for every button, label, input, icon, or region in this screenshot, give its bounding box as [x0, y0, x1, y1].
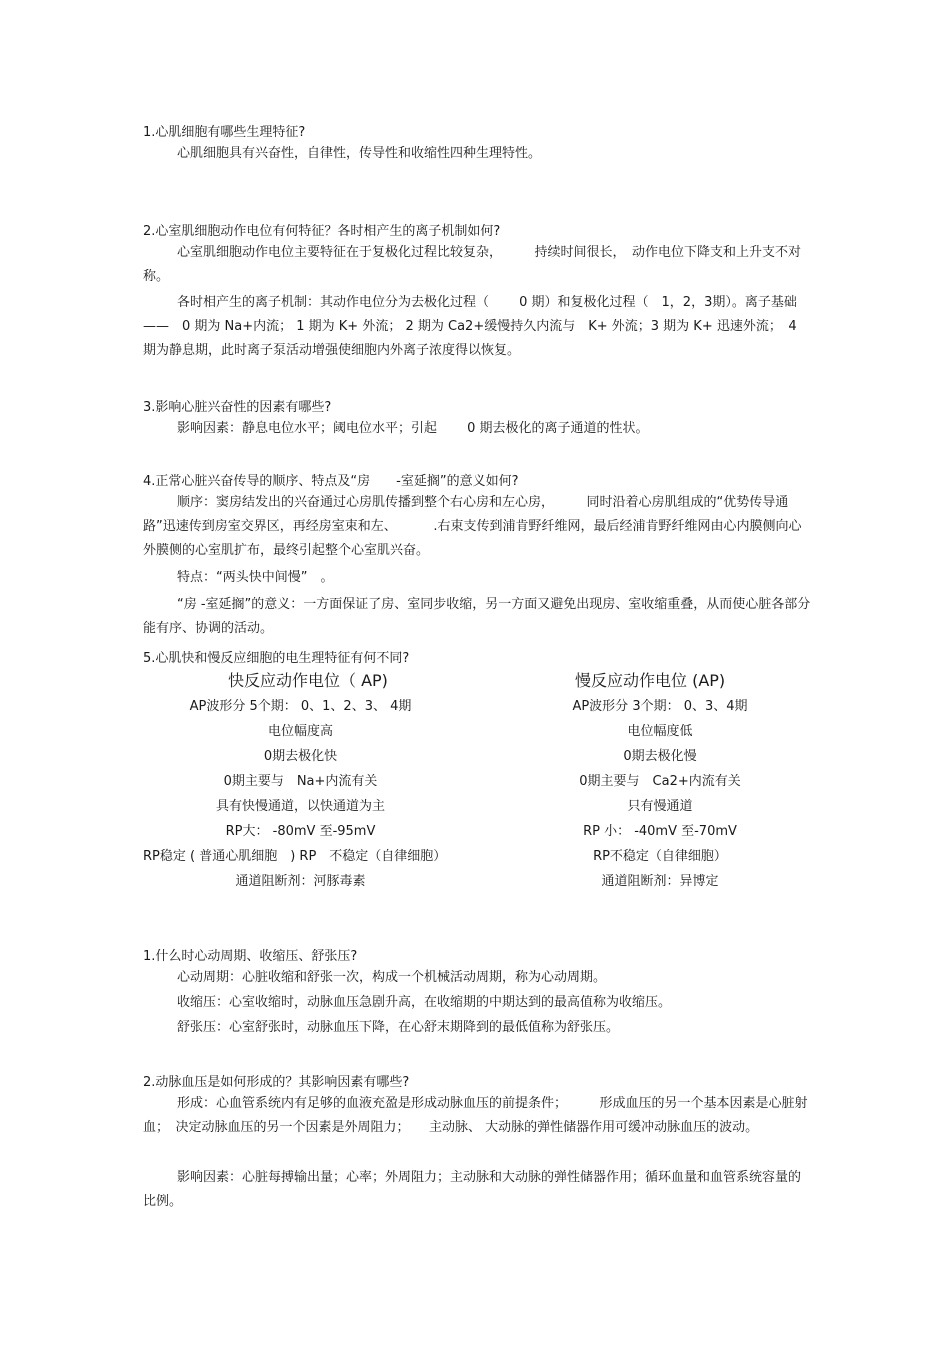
question-5: 5.心肌快和慢反应细胞的电生理特征有何不同?: [143, 651, 410, 666]
question-4: 4.正常心脏兴奋传导的顺序、特点及“房 -室延搁”的意义如何?: [143, 474, 519, 489]
answer-4-sequence: 顺序：窦房结发出的兴奋通过心房肌传播到整个右心房和左心房， 同时沿着心房肌组成的“优势传导通路”迅速传到房室交界区，再经房室束和左、 .右束支传到浦肯野纤维网，最后经浦肯野纤维网由心内膜侧向心外膜侧的心室肌扩布，最终引起整个心室肌兴奋。: [143, 495, 802, 558]
question-3: 3.影响心脏兴奋性的因素有哪些?: [143, 400, 332, 415]
slow-row: RP 小： -40mV 至-70mV: [583, 824, 737, 839]
slow-row: 只有慢通道: [627, 799, 693, 814]
slow-row: 0期去极化慢: [623, 749, 697, 764]
answer-3: 影响因素：静息电位水平；阈电位水平；引起 0 期去极化的离子通道的性状。: [177, 421, 649, 436]
slow-response-title: 慢反应动作电位 (AP): [575, 671, 726, 690]
fast-row: AP波形分 5个期： 0、1、2、3、 4期: [189, 699, 412, 714]
answer-1: 心肌细胞具有兴奋性，自律性，传导性和收缩性四种生理特性。: [177, 146, 542, 161]
fast-row: 电位幅度高: [267, 724, 333, 739]
answer-2-features: 心室肌细胞动作电位主要特征在于复极化过程比较复杂， 持续时间很长， 动作电位下降支和上升支不对称。: [143, 245, 802, 284]
slow-row: 电位幅度低: [627, 724, 693, 739]
question-2-2: 2.动脉血压是如何形成的？其影响因素有哪些?: [143, 1075, 410, 1090]
fast-row: 通道阻断剂：河豚毒素: [235, 874, 366, 889]
question-2-1: 1.什么时心动周期、收缩压、舒张压?: [143, 949, 358, 964]
answer-formation: 形成：心血管系统内有足够的血液充盈是形成动脉血压的前提条件； 形成血压的另一个基本因素是心脏射血； 决定动脉血压的另一个因素是外周阻力； 主动脉、 大动脉的弹性储器作用可缓冲动脉血压的波动。: [143, 1096, 808, 1135]
fast-response-title: 快反应动作电位（ AP): [228, 671, 388, 690]
answer-diastolic: 舒张压：心室舒张时，动脉血压下降，在心舒末期降到的最低值称为舒张压。: [177, 1020, 620, 1035]
question-2: 2.心室肌细胞动作电位有何特征？各时相产生的离子机制如何?: [143, 224, 501, 239]
answer-4-characteristic: 特点：“两头快中间慢” 。: [177, 570, 334, 585]
slow-row: AP波形分 3个期： 0、3、4期: [572, 699, 748, 714]
slow-row: 0期主要与 Ca2+内流有关: [579, 774, 741, 789]
fast-row: 0期去极化快: [263, 749, 338, 764]
answer-factors: 影响因素：心脏每搏输出量；心率；外周阻力；主动脉和大动脉的弹性储器作用；循环血量和血管系统容量的比例。: [143, 1170, 802, 1209]
answer-4-significance: “房 -室延搁”的意义：一方面保证了房、室同步收缩，另一方面又避免出现房、室收缩重叠，从而使心脏各部分能有序、协调的活动。: [143, 597, 811, 636]
slow-row: RP不稳定（自律细胞）: [593, 849, 727, 864]
answer-2-ion-mechanism: 各时相产生的离子机制：其动作电位分为去极化过程（ 0 期）和复极化过程（ 1，2，3期）。离子基础—— 0 期为 Na+内流； 1 期为 K+ 外流； 2 期为 Ca2+缓慢持久内流与 K+ 外流；3 期为 K+ 迅速外流； 4 期为静息期，此时离子泵活动增强使细胞内外离子浓度得以恢复。: [143, 295, 797, 358]
question-1: 1.心肌细胞有哪些生理特征?: [143, 125, 306, 140]
answer-cardiac-cycle: 心动周期：心脏收缩和舒张一次，构成一个机械活动周期，称为心动周期。: [177, 970, 607, 985]
fast-row: RP稳定 ( 普通心肌细胞 ) RP 不稳定（自律细胞）: [143, 849, 447, 864]
fast-row: RP大： -80mV 至-95mV: [225, 824, 376, 839]
slow-row: 通道阻断剂：异博定: [601, 874, 719, 889]
answer-systolic: 收缩压：心室收缩时，动脉血压急剧升高，在收缩期的中期达到的最高值称为收缩压。: [177, 995, 672, 1010]
fast-row: 0期主要与 Na+内流有关: [223, 774, 378, 789]
fast-row: 具有快慢通道，以快通道为主: [215, 799, 385, 814]
